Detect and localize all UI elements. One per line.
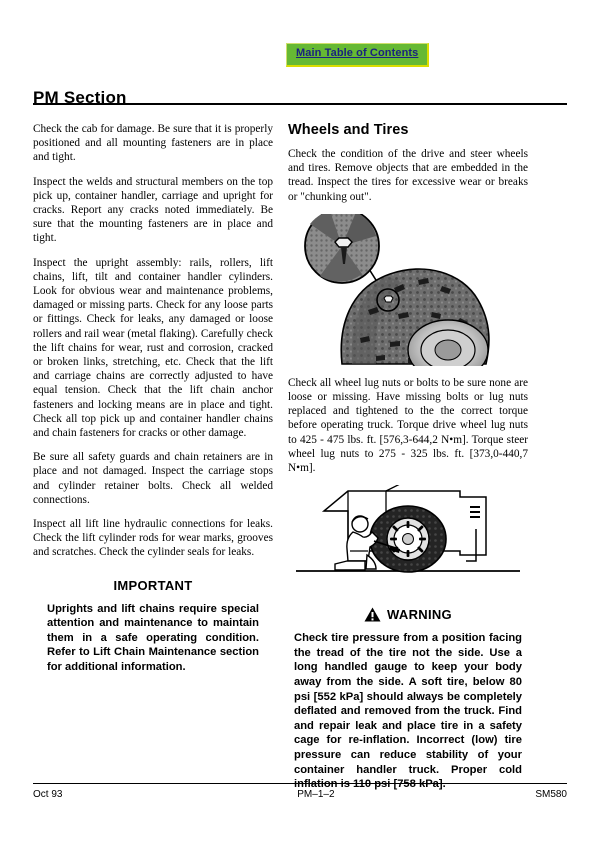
footer-divider <box>33 783 567 784</box>
page-footer <box>33 789 567 800</box>
right-text-column <box>288 122 528 792</box>
footer-manual-number: SM580 <box>535 789 567 800</box>
title-divider <box>33 103 567 105</box>
warning-notice-body: Check tire pressure from a position facing the tread of the tire not the side. Use a long handled gauge to keep your body away from the side. A soft tire, below 80 psi [552 kPa] should always be completely deflated and removed from the truck. Find and repair leak and place tire in a safety cage for re-inflation. Incorrect (low) tire pressure can reduce stability of your container handler truck. Proper cold inflation is 110 psi [758 kPa]. <box>294 632 522 791</box>
page-title: PM Section <box>33 88 127 108</box>
main-table-of-contents-button[interactable]: Main Table of Contents <box>286 43 429 67</box>
toc-button-container <box>286 43 429 67</box>
warning-notice-heading-text: WARNING <box>387 607 452 623</box>
warning-notice-heading-row <box>288 607 528 622</box>
warning-notice-block <box>288 607 528 792</box>
paragraph-hydraulic-connections: Inspect all lift line hydraulic connections for leaks. Check the lift cylinder rods for wear marks, grooves and scratches. Check the cylinder seals for leaks. <box>33 518 273 559</box>
footer-date: Oct 93 <box>33 789 63 800</box>
left-text-column <box>33 122 273 675</box>
paragraph-wheel-tire-condition: Check the condition of the drive and steer wheels and tires. Remove objects that are embedded in the tread. Inspect the tires for excessive wear or breaks or "chunking out". <box>288 148 528 203</box>
paragraph-cab-inspection: Check the cab for damage. Be sure that it is properly positioned and all mounting fasteners are in place and tight. <box>33 123 273 164</box>
paragraph-safety-guards: Be sure all safety guards and chain retainers are in place and not damaged. Inspect the carriage stops and cylinder retainer bolts. Check all welded connections. <box>33 451 273 506</box>
section-heading-wheels-and-tires: Wheels and Tires <box>288 122 409 138</box>
paragraph-lug-nut-torque: Check all wheel lug nuts or bolts to be sure none are loose or missing. Have missing bolts or lug nuts replaced and tightened to the the correct torque before operating truck. Torque drive wheel lug nuts to 425 - 475 lbs. ft. [576,3-644,2 N•m]. Torque steer wheel lug nuts to 275 - 325 lbs. ft. [373,0-440,7 N•m]. <box>288 376 528 475</box>
warning-triangle-icon <box>364 607 381 622</box>
paragraph-upright-assembly: Inspect the upright assembly: rails, rollers, lift chains, lift, tilt and container handler cylinders. Look for obvious wear and maintenance problems, damaged or missing parts. Check for any loose parts or fittings. Check for leaks, any damaged or loose rollers and rail wear (metal flaking). Carefully check the lift chains for wear, rust and corrosion, cracked or broken links, stretching, etc. Check that the lift and carriage chains are correctly adjusted to have equal tension. Check that the lift chain anchor fasteners and locking means are in place and tight. Check all top pick up and container handler chains and chain fasteners for cracks or other damage. <box>33 256 273 440</box>
paragraph-welds-inspection: Inspect the welds and structural members on the top pick up, container handler, carriage and upright for cracks. Report any cracks noted immediately. Be sure that the mounting fasteners are in place and tight. <box>33 175 273 245</box>
important-notice-block <box>33 578 273 675</box>
important-notice-body: Uprights and lift chains require special attention and maintenance to maintain them in a safe operating condition. Refer to Lift Chain Maintenance section for additional information. <box>47 602 259 674</box>
important-notice-heading: IMPORTANT <box>113 577 193 593</box>
operator-checking-tire-pressure-illustration <box>288 485 528 589</box>
tire-lug-nut-callout-illustration <box>288 214 528 366</box>
footer-page-number: PM–1–2 <box>297 789 335 800</box>
